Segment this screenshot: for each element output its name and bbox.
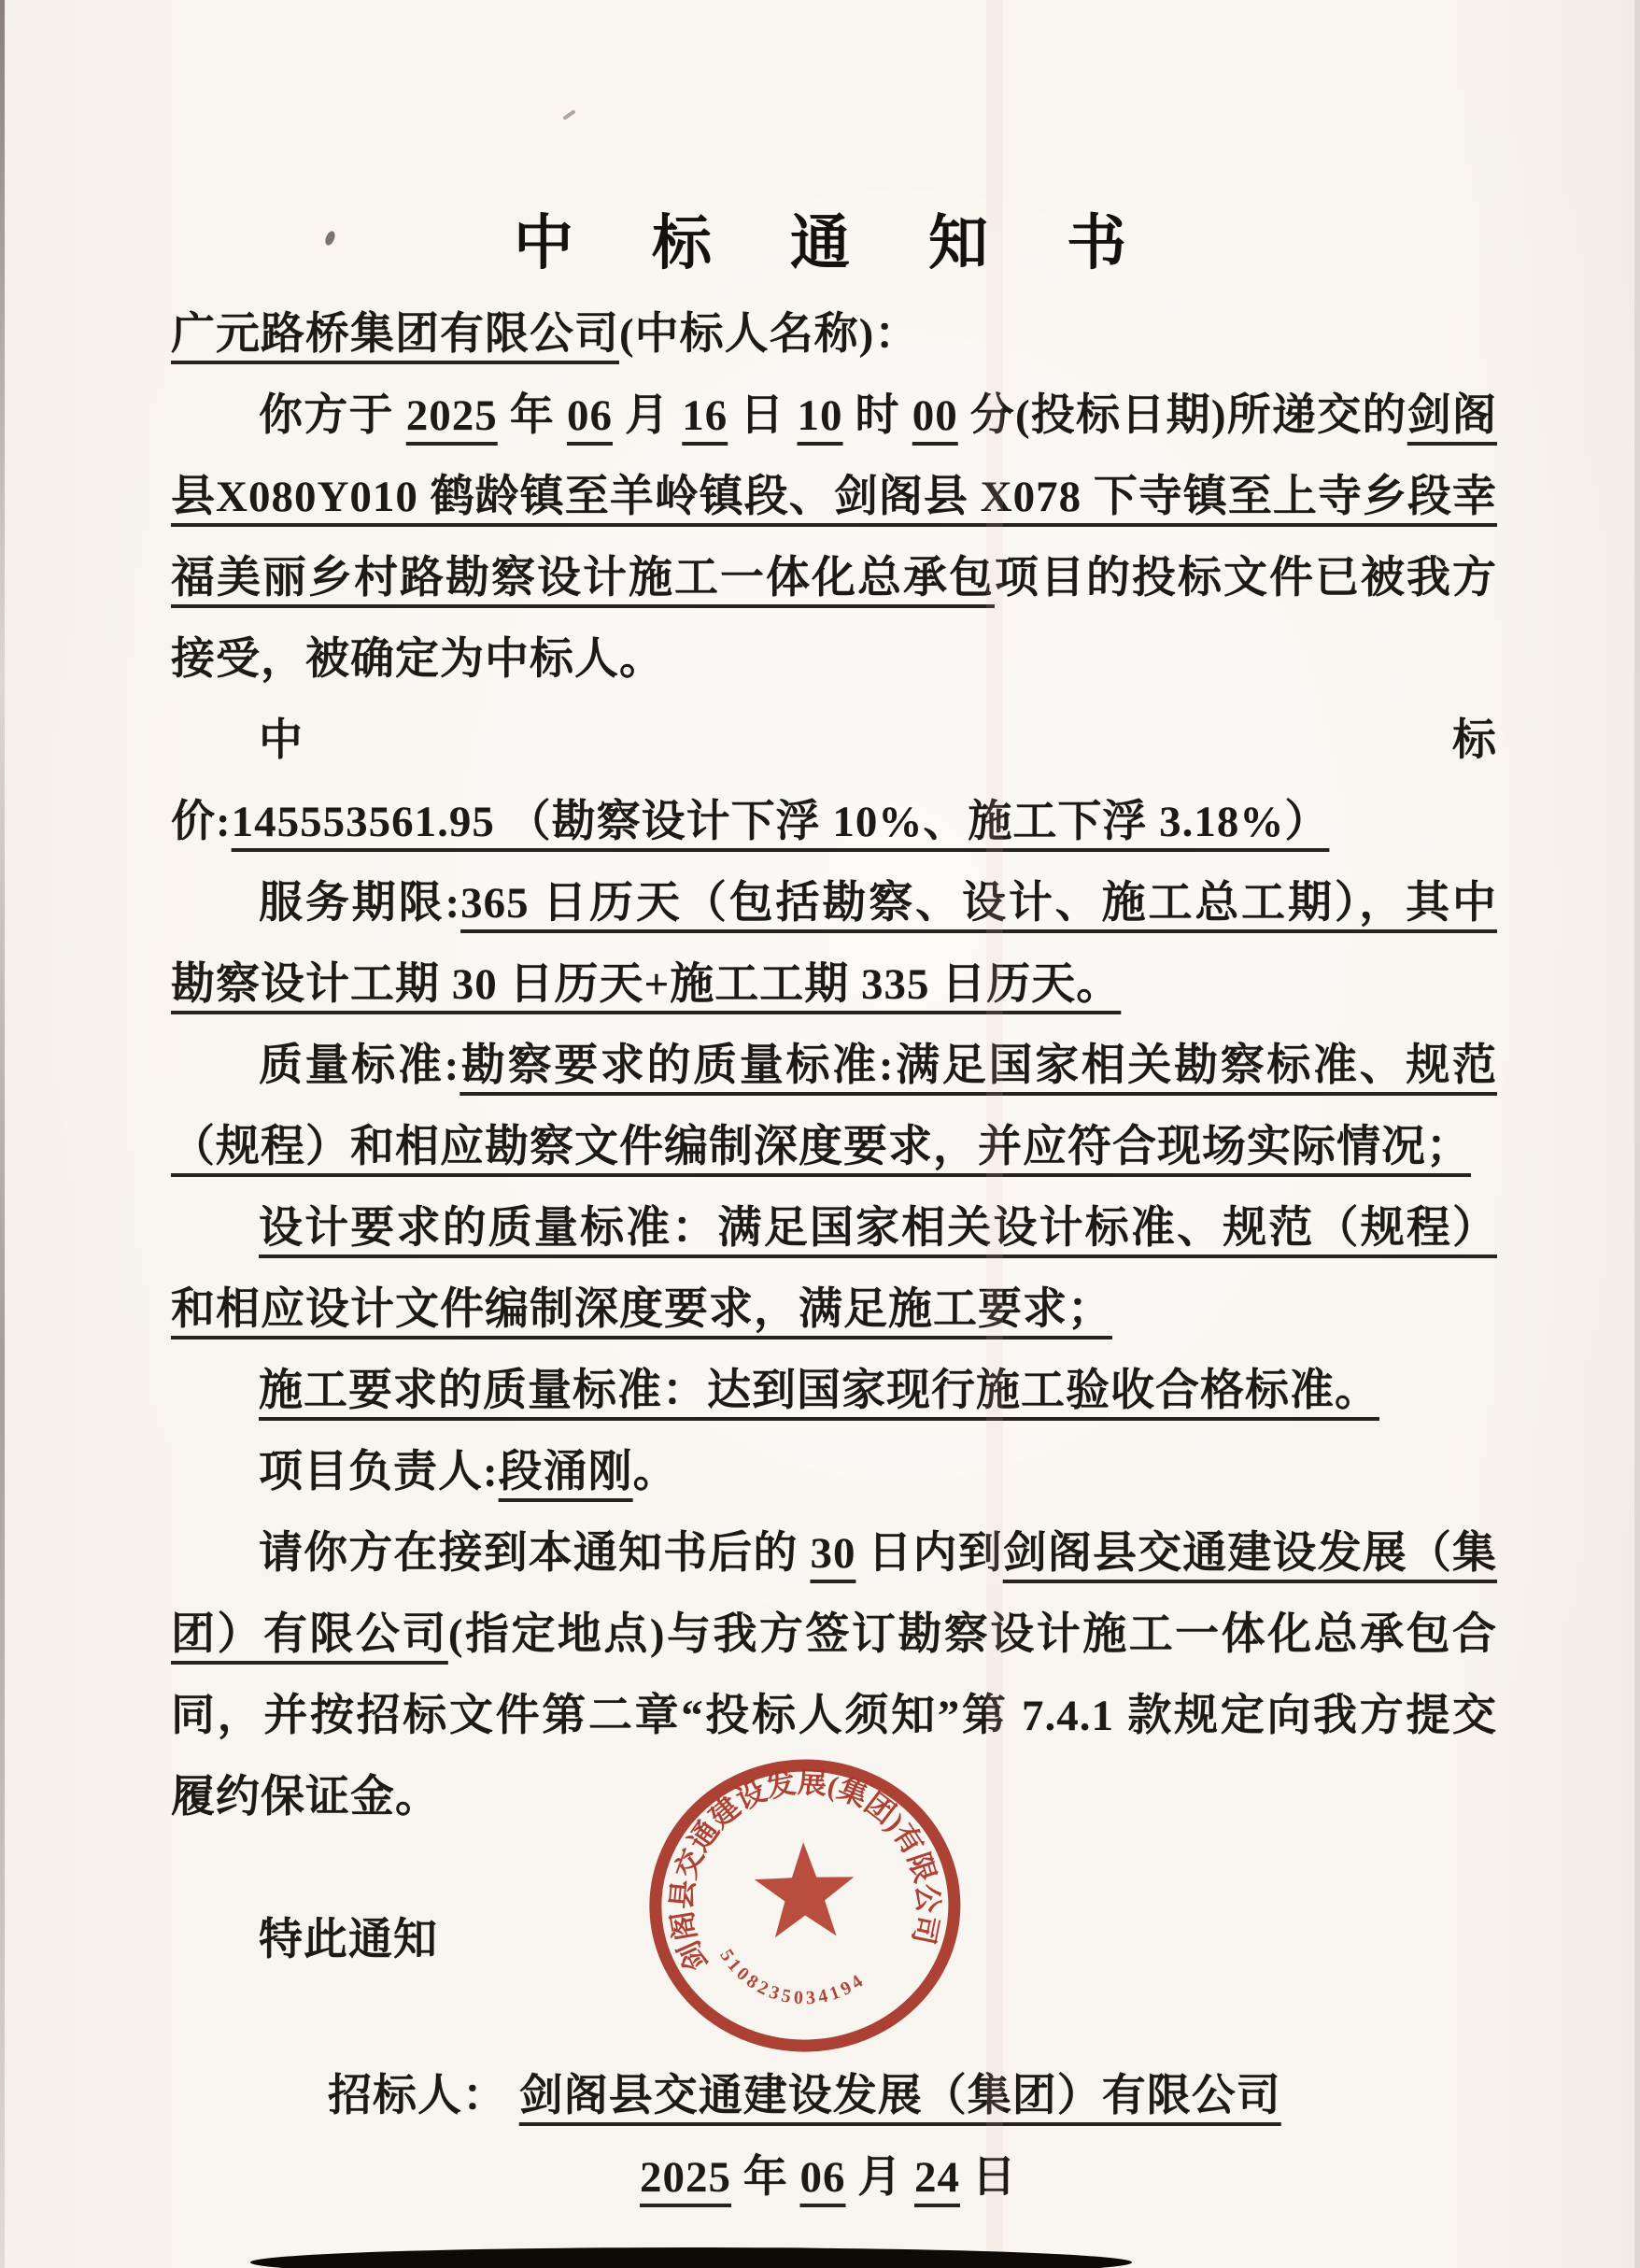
underlined-text: 剑阁县交通建设发展（集团）有限公司 [171,1529,1498,1659]
seal-serial-number: 5108235034194 [715,1945,870,2009]
ink-speck [562,109,576,120]
text-segment: 日内到 [855,1529,1003,1578]
paragraph-bidder-signature [171,2056,1497,2137]
underlined-text: 00 [912,391,958,440]
paragraph-project-manager [171,1432,1497,1513]
underlined-text: 广元路桥集团有限公司 [171,310,619,359]
underlined-text: 2025 [405,391,498,440]
paragraph-quality-standard-design [171,1188,1497,1351]
text-segment: 特此通知 [259,1916,438,1964]
underlined-text: 剑阁县X080Y010 鹤龄镇至羊岭镇段、剑阁县 X078 下寺镇至上寺乡段幸福美丽乡村路勘察设计施工一体化总承包 [171,391,1498,602]
underlined-text: 勘察要求的质量标准:满足国家相关勘察标准、规范（规程）和相应勘察文件编制深度要求，并应符合现场实际情况； [171,1042,1497,1171]
text-segment: 请你方在接到本通知书后的 [259,1529,811,1578]
text-segment: 项目的投标文件已被我方接受，被确定为中标人。 [171,554,1497,684]
underlined-text: 10 [797,391,843,440]
paragraph-award-statement [171,376,1497,701]
text-segment: 。 [632,1448,678,1496]
paragraph-quality-standard-survey [171,1026,1497,1188]
underlined-text: 施工要求的质量标准：达到国家现行施工验收合格标准。 [259,1367,1379,1415]
underlined-text: 06 [799,2153,846,2202]
paragraph-addressee [171,294,1497,376]
text-segment: 时 [842,391,912,440]
seal-ring-text: 剑阁县交通建设发展(集团)有限公司 [665,1765,945,1977]
text-segment: 年 [497,391,567,440]
official-seal [639,1750,976,2070]
text-segment: 日 [728,391,798,440]
underlined-text: 06 [567,391,613,440]
paragraph-issue-date [171,2137,1497,2218]
seal-star-icon [754,1841,855,1938]
text-segment: 日 [960,2153,1017,2202]
underlined-text: 设计要求的质量标准：满足国家相关设计标准、规范（规程）和相应设计文件编制深度要求，满足施工要求； [171,1204,1497,1334]
underlined-text: 30 [810,1529,856,1578]
paragraph-quality-standard-construction [171,1351,1497,1432]
text-segment: (指定地点)与我方签订勘察设计施工一体化总承包合同，并按招标文件第二章“投标人须知”第 7.4.1 款规定向我方提交履约保证金。 [171,1610,1498,1821]
scan-right-edge-artifact [1634,0,1640,2268]
text-segment: 分(投标日期)所递交的 [957,391,1407,440]
paragraph-award-price [171,701,1497,863]
underlined-text: 2025 [640,2153,731,2202]
text-segment: 月 [613,391,683,440]
text-segment: 项目负责人: [259,1448,499,1496]
text-segment: 月 [845,2153,914,2202]
text-segment: 招标人： [328,2072,519,2120]
underlined-text: 145553561.95 （勘察设计下浮 10%、施工下浮 3.18%） [231,798,1330,846]
text-segment: 你方于 [259,391,406,440]
underlined-text: 段涌刚 [498,1448,633,1496]
underlined-text: 24 [914,2153,960,2202]
paragraph-service-period [171,863,1497,1026]
scan-streak-artifact [986,0,1003,2268]
text-segment: 服务期限: [259,879,461,928]
text-segment: 中标价: [171,716,1497,846]
underlined-text: 剑阁县交通建设发展（集团）有限公司 [518,2072,1281,2120]
text-segment: 质量标准: [259,1042,460,1090]
text-segment: (中标人名称)： [619,310,920,359]
underlined-text: 365 日历天（包括勘察、设计、施工总工期），其中勘察设计工期 30 日历天+施工工期 335 日历天。 [171,879,1497,1009]
document-title: 中 标 通 知 书 [514,210,1158,276]
scan-left-edge-artifact [0,0,5,2268]
underlined-text: 16 [682,391,728,440]
text-segment: 年 [731,2153,800,2202]
